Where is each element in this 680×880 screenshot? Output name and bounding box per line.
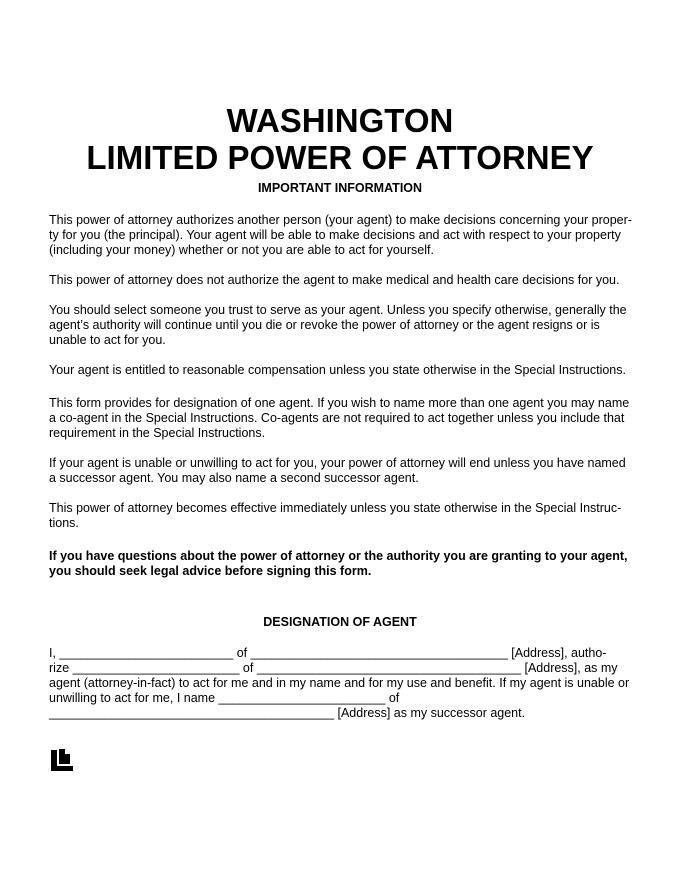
designation-of-agent-heading: DESIGNATION OF AGENT: [263, 615, 417, 629]
paragraph-compensation: [49, 363, 649, 378]
paragraph-line: This power of attorney becomes effective immediately unless you state otherwise in the Special Instruc-: [49, 501, 622, 515]
paragraph-line: agent’s authority will continue until you die or revoke the power of attorney or the agent resigns or is: [49, 318, 600, 332]
paragraph-line: ty for you (the principal). Your agent will be able to make decisions and act with respect to your property: [49, 228, 621, 242]
paragraph-line: you should seek legal advice before signing this form.: [49, 564, 372, 578]
document-logo-icon: [50, 748, 74, 772]
paragraph-line: (including your money) whether or not you are able to act for yourself.: [49, 243, 434, 257]
designation-line-principal: I, _________________________ of _____________________________________ [Address], autho-: [49, 646, 607, 660]
paragraph-line: You should select someone you trust to serve as your agent. Unless you specify otherwise, generally the: [49, 303, 627, 317]
title-document-name: LIMITED POWER OF ATTORNEY: [86, 139, 594, 176]
paragraph-authorization: [49, 213, 649, 258]
paragraph-line: Your agent is entitled to reasonable compensation unless you state otherwise in the Special Instructions.: [49, 363, 626, 377]
paragraph-medical-exclusion: [49, 273, 649, 288]
designation-form: [49, 646, 649, 721]
paragraph-legal-advice: [49, 549, 649, 579]
designation-line-authority: agent (attorney-in-fact) to act for me and in my name and for my use and benefit. If my agent is unable or: [49, 676, 630, 690]
paragraph-line: If you have questions about the power of attorney or the authority you are granting to your agent,: [49, 549, 628, 563]
paragraph-line: This power of attorney authorizes another person (your agent) to make decisions concerning your proper-: [49, 213, 632, 227]
paragraph-effective-date: [49, 501, 649, 531]
paragraph-line: This power of attorney does not authorize the agent to make medical and health care decisions for you.: [49, 273, 620, 287]
paragraph-line: If your agent is unable or unwilling to act for you, your power of attorney will end unless you have named: [49, 456, 626, 470]
paragraph-line: tions.: [49, 516, 79, 530]
paragraph-line: requirement in the Special Instructions.: [49, 426, 266, 440]
paragraph-line: This form provides for designation of one agent. If you wish to name more than one agent you may name: [49, 396, 630, 410]
designation-line-successor: unwilling to act for me, I name ________________________ of: [49, 691, 400, 705]
designation-line-agent: rize ________________________ of ______________________________________ [Address], as my: [49, 661, 618, 675]
designation-line-successor-address: _________________________________________ [Address] as my successor agent.: [49, 706, 526, 720]
title-state: WASHINGTON: [226, 102, 454, 139]
important-information-heading: IMPORTANT INFORMATION: [257, 181, 423, 195]
paragraph-line: a co-agent in the Special Instructions. Co-agents are not required to act together unless you include that: [49, 411, 625, 425]
paragraph-co-agent: [49, 396, 649, 441]
paragraph-successor-agent: [49, 456, 649, 486]
paragraph-line: unable to act for you.: [49, 333, 166, 347]
paragraph-select-agent: [49, 303, 649, 348]
paragraph-line: a successor agent. You may also name a second successor agent.: [49, 471, 419, 485]
